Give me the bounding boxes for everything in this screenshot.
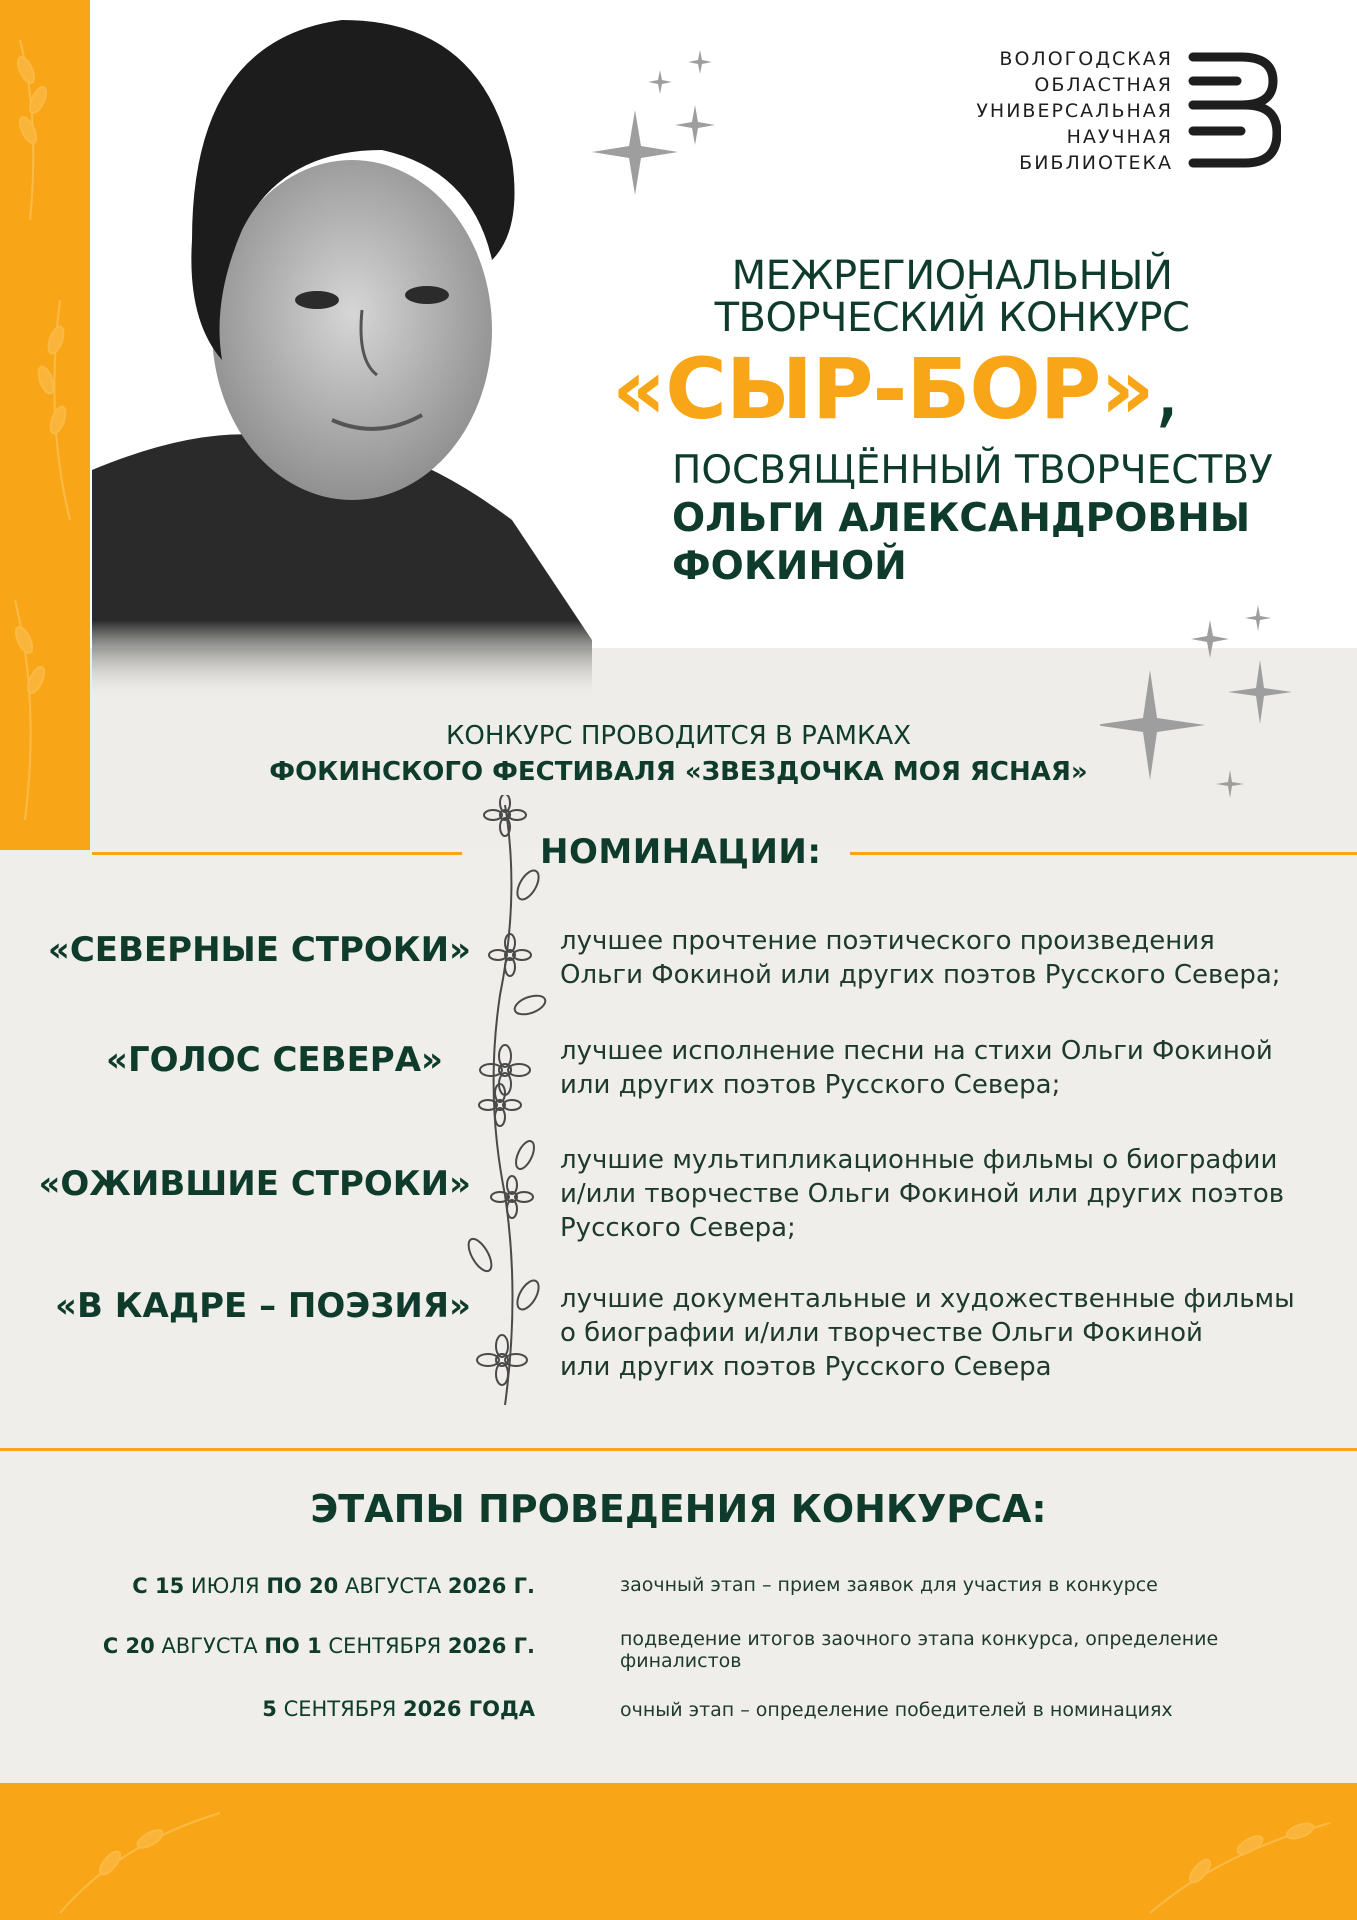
contest-title-block (612, 253, 1332, 591)
stage-desc: очный этап – определение победителей в номинациях (620, 1699, 1173, 1721)
nomination-name: «ГОЛОС СЕВЕРА» (106, 1040, 443, 1080)
stage-date-part: 2026 Г. (447, 1574, 535, 1598)
library-logo (976, 46, 1281, 176)
stage-date-part: АВГУСТА (338, 1574, 448, 1598)
title-line-1: МЕЖРЕГИОНАЛЬНЫЙ (731, 253, 1173, 299)
stages-title: ЭТАПЫ ПРОВЕДЕНИЯ КОНКУРСА: (310, 1487, 1047, 1531)
stage-date-part: 5 (262, 1697, 277, 1721)
nomination-name: «ОЖИВШИЕ СТРОКИ» (38, 1164, 471, 1204)
contest-name: «СЫР-БОР», (612, 340, 1180, 438)
library-name: ВОЛОГОДСКАЯ ОБЛАСТНАЯ УНИВЕРСАЛЬНАЯ НАУЧНАЯ БИБЛИОТЕКА (976, 48, 1173, 174)
nomination-name: «СЕВЕРНЫЕ СТРОКИ» (47, 930, 471, 970)
stage-date-part: СЕНТЯБРЯ (321, 1634, 448, 1658)
person-name-line-1: ОЛЬГИ АЛЕКСАНДРОВНЫ (672, 496, 1251, 541)
divider-right (850, 852, 1357, 855)
stage-date (262, 1697, 535, 1721)
stage-desc: заочный этап – прием заявок для участия в конкурсе (620, 1574, 1158, 1596)
nomination-desc: лучшее прочтение поэтического произведения Ольги Фокиной или других поэтов Русского Севера; (560, 926, 1281, 990)
nominations-title: НОМИНАЦИИ: (540, 832, 822, 872)
festival-note: КОНКУРС ПРОВОДИТСЯ В РАМКАХ ФОКИНСКОГО ФЕСТИВАЛЯ «ЗВЕЗДОЧКА МОЯ ЯСНАЯ» (269, 721, 1088, 787)
stage-desc: подведение итогов заочного этапа конкурса, определение финалистов (620, 1628, 1219, 1672)
person-name-line-2: ФОКИНОЙ (672, 544, 907, 589)
stage-date (103, 1634, 535, 1658)
dedication-line: ПОСВЯЩЁННЫЙ ТВОРЧЕСТВУ (672, 448, 1273, 493)
divider-left (92, 852, 462, 855)
flower-vine-icon (460, 795, 560, 1415)
section-divider (0, 1448, 1357, 1451)
sparkle-stars-icon (560, 50, 740, 220)
title-line-2: ТВОРЧЕСКИЙ КОНКУРС (714, 295, 1190, 341)
stage-date-part: ПО 1 (264, 1634, 322, 1658)
portrait-photo (92, 0, 592, 700)
stage-date-part: АВГУСТА (154, 1634, 265, 1658)
nomination-desc: лучшие документальные и художественные фильмы о биографии и/или творчестве Ольги Фокиной или других поэтов Русского Севера (560, 1284, 1295, 1382)
stage-date-part: С 20 (102, 1634, 155, 1658)
stage-date-part: 2026 ГОДА (403, 1697, 535, 1721)
stage-date (132, 1574, 535, 1598)
nomination-name: «В КАДРЕ – ПОЭЗИЯ» (55, 1286, 471, 1326)
bottom-decor-band (0, 1783, 1357, 1920)
stage-date-part: ИЮЛЯ (184, 1574, 267, 1598)
nomination-desc: лучшее исполнение песни на стихи Ольги Фокиной или других поэтов Русского Севера; (560, 1036, 1273, 1100)
stage-date-part: 2026 Г. (447, 1634, 535, 1658)
stage-date-part: С 15 (132, 1574, 185, 1598)
stage-date-part: СЕНТЯБРЯ (276, 1697, 404, 1721)
nomination-desc: лучшие мультипликационные фильмы о биографии и/или творчестве Ольги Фокиной или других поэтов Русского Севера; (560, 1145, 1285, 1243)
stage-date-part: ПО 20 (266, 1574, 339, 1598)
library-b-logo-icon (1185, 51, 1281, 171)
wheat-pattern-bottom-icon (0, 1783, 1357, 1920)
